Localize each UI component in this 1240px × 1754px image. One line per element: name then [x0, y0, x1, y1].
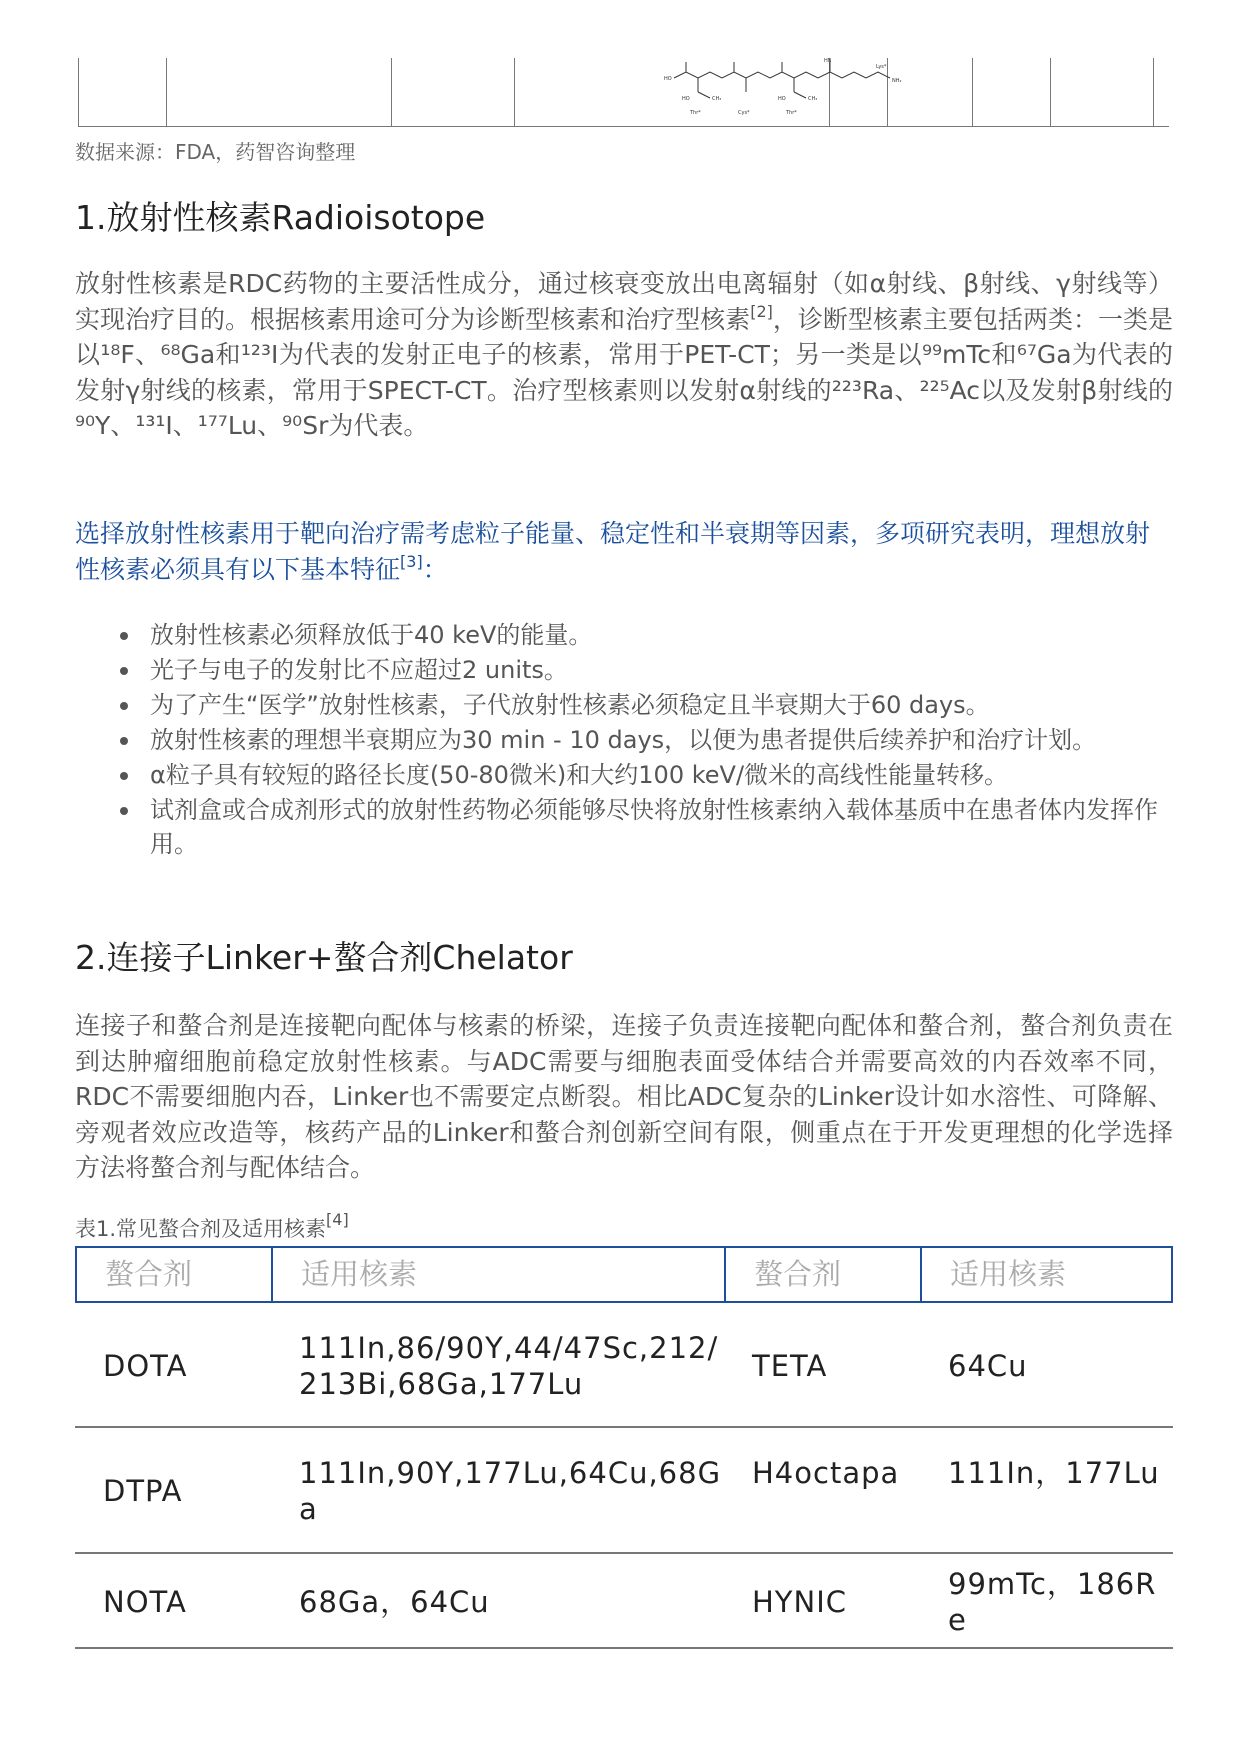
table-row [75, 1428, 1173, 1554]
structure-label: Thr* [690, 110, 701, 116]
table-cell: 99mTc，186Re [948, 1567, 1157, 1637]
table-cell: DOTA [103, 1349, 188, 1383]
radioisotope-criteria-list [120, 618, 1175, 862]
column-header: 适用核素 [950, 1257, 1067, 1291]
table-row [75, 1554, 1173, 1649]
table-cell: DTPA [103, 1474, 183, 1508]
structure-label: NH₂ [892, 78, 902, 84]
column-header: 螯合剂 [754, 1257, 842, 1291]
highlight-paragraph [75, 516, 1173, 588]
table-cell: NOTA [103, 1585, 187, 1619]
list-item [120, 618, 1175, 652]
table-cell: HYNIC [752, 1585, 848, 1619]
bullet-icon [120, 632, 128, 640]
reference-link[interactable]: [3] [400, 551, 423, 571]
bullet-icon [120, 667, 128, 675]
previous-table-fragment [78, 58, 1169, 127]
structure-label: HO [664, 76, 672, 82]
table-cell: H4octapa [752, 1456, 900, 1490]
table-cell: 111In,90Y,177Lu,64Cu,68Ga [299, 1456, 722, 1526]
list-item-text: 放射性核素的理想半衰期应为30 min - 10 days，以便为患者提供后续养护和治疗计划。 [150, 726, 1097, 754]
reference-link[interactable]: [4] [326, 1209, 349, 1229]
structure-label: CH₃ [808, 96, 818, 102]
structure-label: CH₃ [712, 96, 722, 102]
reference-link[interactable]: [2] [750, 301, 773, 321]
structure-label: HO [778, 96, 786, 102]
table-cell: 68Ga，64Cu [299, 1585, 490, 1619]
bullet-icon [120, 772, 128, 780]
structure-label: HN [824, 58, 832, 64]
highlight-text: 选择放射性核素用于靶向治疗需考虑粒子能量、稳定性和半衰期等因素，多项研究表明，理想放射性核素必须具有以下基本特征 [75, 519, 1151, 584]
table-cell: 111In，177Lu [948, 1456, 1160, 1490]
list-item-text: 试剂盒或合成剂形式的放射性药物必须能够尽快将放射性核素纳入载体基质中在患者体内发挥作用。 [150, 796, 1158, 858]
bullet-icon [120, 807, 128, 815]
structure-label: Cys* [738, 110, 750, 116]
section-heading-radioisotope: 1.放射性核素Radioisotope [75, 198, 486, 237]
section-heading-linker-chelator: 2.连接子Linker+螯合剂Chelator [75, 938, 573, 977]
list-item [120, 758, 1175, 792]
table-divider [1153, 58, 1154, 126]
table-cell: 64Cu [948, 1349, 1028, 1383]
highlight-text-end: ： [422, 555, 448, 584]
list-item-text: 为了产生“医学”放射性核素，子代放射性核素必须稳定且半衰期大于60 days。 [150, 691, 990, 719]
bullet-icon [120, 702, 128, 710]
bullet-icon [120, 737, 128, 745]
table-divider [1050, 58, 1051, 126]
paragraph-text: 放射性核素是RDC药物的主要活性成分，通过核衰变放出电离辐射（如α射线、β射线、γ射线等）实现治疗目的。根据核素用途可分为诊断型核素和治疗型核素 [75, 269, 1173, 334]
list-item-text: 光子与电子的发射比不应超过2 units。 [150, 656, 568, 684]
table-cell: 111In,86/90Y,44/47Sc,212/213Bi,68Ga,177Lu [299, 1331, 719, 1401]
table-caption [75, 1209, 349, 1243]
structure-label: HO [682, 96, 690, 102]
list-item-text: α粒子具有较短的路径长度(50-80微米)和大约100 keV/微米的高线性能量转移。 [150, 761, 1009, 789]
list-item [120, 793, 1175, 861]
radioisotope-paragraph [75, 266, 1173, 444]
table-caption-text: 表1.常见螯合剂及适用核素 [75, 1217, 327, 1241]
table-row [75, 1303, 1173, 1428]
structure-label: Thr* [786, 110, 797, 116]
list-item [120, 723, 1175, 757]
table-divider [166, 58, 167, 126]
column-header: 适用核素 [301, 1257, 418, 1291]
table-divider [514, 58, 515, 126]
structure-label: Lys* [876, 64, 887, 70]
peptide-structure-image [664, 58, 914, 126]
paragraph-text: ，诊断型核素主要包括两类：一类是以¹⁸F、⁶⁸Ga和¹²³I为代表的发射正电子的核素，常用于PET-CT；另一类是以⁹⁹mTc和⁶⁷Ga为代表的发射γ射线的核素，常用于SPECT-CT。治疗型核素则以发射α射线的²²³Ra、²²⁵Ac以及发射β射线的⁹⁰Y、¹³¹I、¹⁷⁷Lu、⁹⁰Sr为代表。 [75, 304, 1173, 440]
linker-chelator-paragraph: 连接子和螯合剂是连接靶向配体与核素的桥梁，连接子负责连接靶向配体和螯合剂，螯合剂负责在到达肿瘤细胞前稳定放射性核素。与ADC需要与细胞表面受体结合并需要高效的内吞效率不同，RDC不需要细胞内吞，Linker也不需要定点断裂。相比ADC复杂的Linker设计如水溶性、可降解、旁观者效应改造等，核药产品的Linker和螯合剂创新空间有限，侧重点在于开发更理想的化学选择方法将螯合剂与配体结合。 [75, 1011, 1173, 1182]
list-item [120, 688, 1175, 722]
table-cell: TETA [752, 1349, 828, 1383]
data-source-note: 数据来源：FDA，药智咨询整理 [75, 140, 356, 164]
table-divider [391, 58, 392, 126]
chelator-table [75, 1246, 1173, 1649]
table-divider [972, 58, 973, 126]
list-item-text: 放射性核素必须释放低于40 keV的能量。 [150, 621, 593, 649]
table-header-row [75, 1246, 1173, 1303]
list-item [120, 653, 1175, 687]
column-header: 螯合剂 [105, 1257, 193, 1291]
